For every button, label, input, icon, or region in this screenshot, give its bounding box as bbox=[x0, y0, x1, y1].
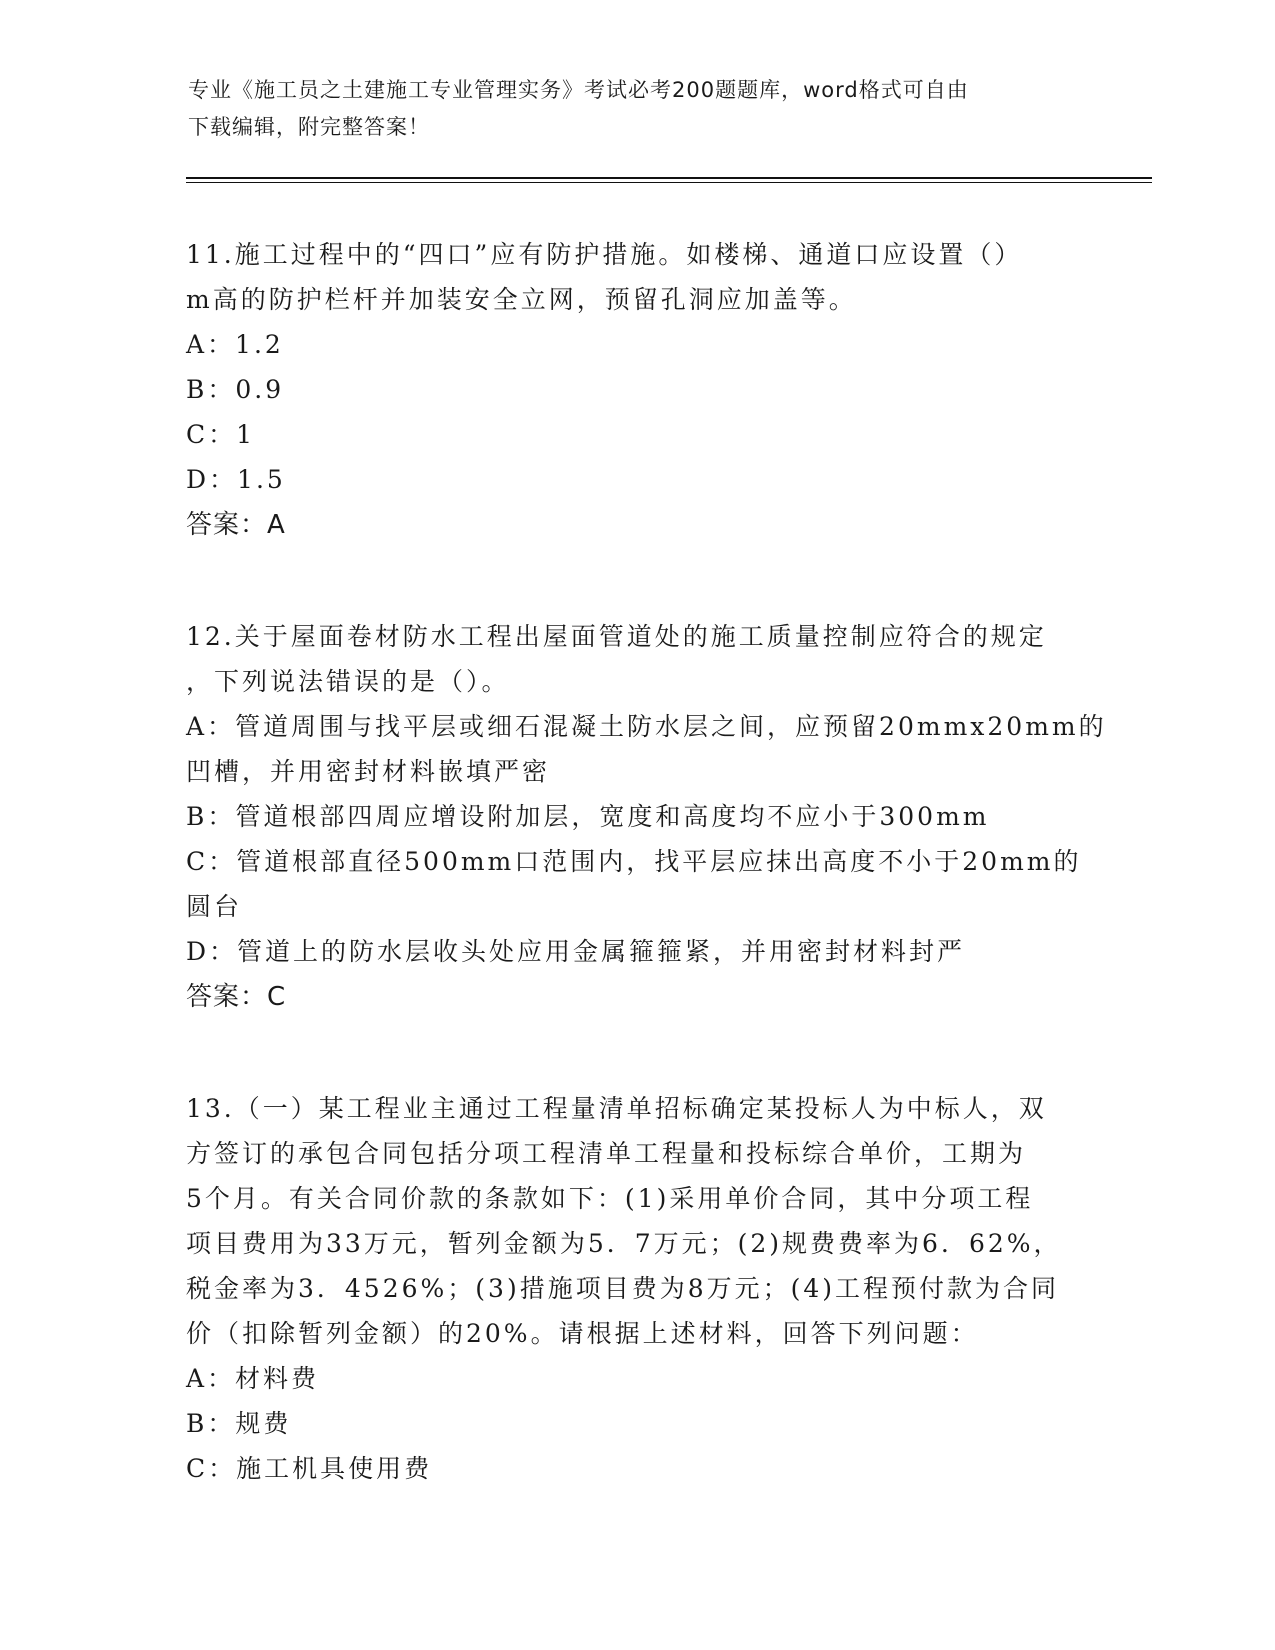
question-12-answer: 答案：C bbox=[186, 982, 287, 1012]
question-11-option-c: C：1 bbox=[186, 420, 256, 449]
question-13-stem-line-5: 税金率为3．4526%；(3)措施项目费为8万元；(4)工程预付款为合同 bbox=[186, 1274, 1060, 1303]
question-12 bbox=[186, 614, 1107, 1020]
question-11-stem-line-2: m高的防护栏杆并加装安全立网，预留孔洞应加盖等。 bbox=[186, 285, 857, 314]
question-12-option-d: D：管道上的防水层收头处应用金属箍箍紧，并用密封材料封严 bbox=[186, 937, 966, 966]
question-13-option-c: C：施工机具使用费 bbox=[186, 1454, 433, 1483]
question-11-option-b: B：0.9 bbox=[186, 375, 285, 404]
header-line-1: 专业《施工员之土建施工专业管理实务》考试必考200题题库，word格式可自由 bbox=[188, 78, 969, 102]
question-13-option-a: A：材料费 bbox=[186, 1364, 320, 1393]
question-11-option-d: D：1.5 bbox=[186, 465, 286, 494]
question-11-answer: 答案：A bbox=[186, 510, 286, 540]
question-13-stem-line-1: 13.（一）某工程业主通过工程量清单招标确定某投标人为中标人，双 bbox=[186, 1094, 1047, 1123]
question-13-stem-line-3: 5个月。有关合同价款的条款如下：(1)采用单价合同，其中分项工程 bbox=[186, 1184, 1034, 1213]
question-12-stem-line-2: ，下列说法错误的是（）。 bbox=[186, 667, 510, 696]
question-13-option-b: B：规费 bbox=[186, 1409, 292, 1438]
question-13 bbox=[186, 1086, 1076, 1491]
question-11 bbox=[186, 232, 1076, 548]
question-12-option-c-line-2: 圆台 bbox=[186, 892, 243, 921]
question-12-stem-line-1: 12.关于屋面卷材防水工程出屋面管道处的施工质量控制应符合的规定 bbox=[186, 622, 1047, 651]
document-header bbox=[188, 72, 1068, 146]
header-rule-thick bbox=[186, 177, 1152, 179]
question-12-option-c-line-1: C：管道根部直径500mm口范围内，找平层应抹出高度不小于20mm的 bbox=[186, 847, 1082, 876]
header-line-2: 下载编辑，附完整答案！ bbox=[188, 115, 430, 139]
question-11-option-a: A：1.2 bbox=[186, 330, 284, 359]
question-11-stem-line-1: 11.施工过程中的“四口”应有防护措施。如楼梯、通道口应设置（） bbox=[186, 240, 1023, 269]
question-list bbox=[186, 232, 1107, 1491]
question-13-stem-line-4: 项目费用为33万元，暂列金额为5．7万元；(2)规费费率为6．62%， bbox=[186, 1229, 1062, 1258]
question-12-option-a-line-1: A：管道周围与找平层或细石混凝土防水层之间，应预留20mmx20mm的 bbox=[186, 712, 1107, 741]
question-13-stem-line-2: 方签订的承包合同包括分项工程清单工程量和投标综合单价，工期为 bbox=[186, 1139, 1027, 1168]
header-rule-thin bbox=[186, 182, 1152, 183]
question-13-stem-line-6: 价（扣除暂列金额）的20%。请根据上述材料，回答下列问题： bbox=[186, 1319, 979, 1348]
question-12-option-a-line-2: 凹槽，并用密封材料嵌填严密 bbox=[186, 757, 551, 786]
question-12-option-b: B：管道根部四周应增设附加层，宽度和高度均不应小于300mm bbox=[186, 802, 990, 831]
